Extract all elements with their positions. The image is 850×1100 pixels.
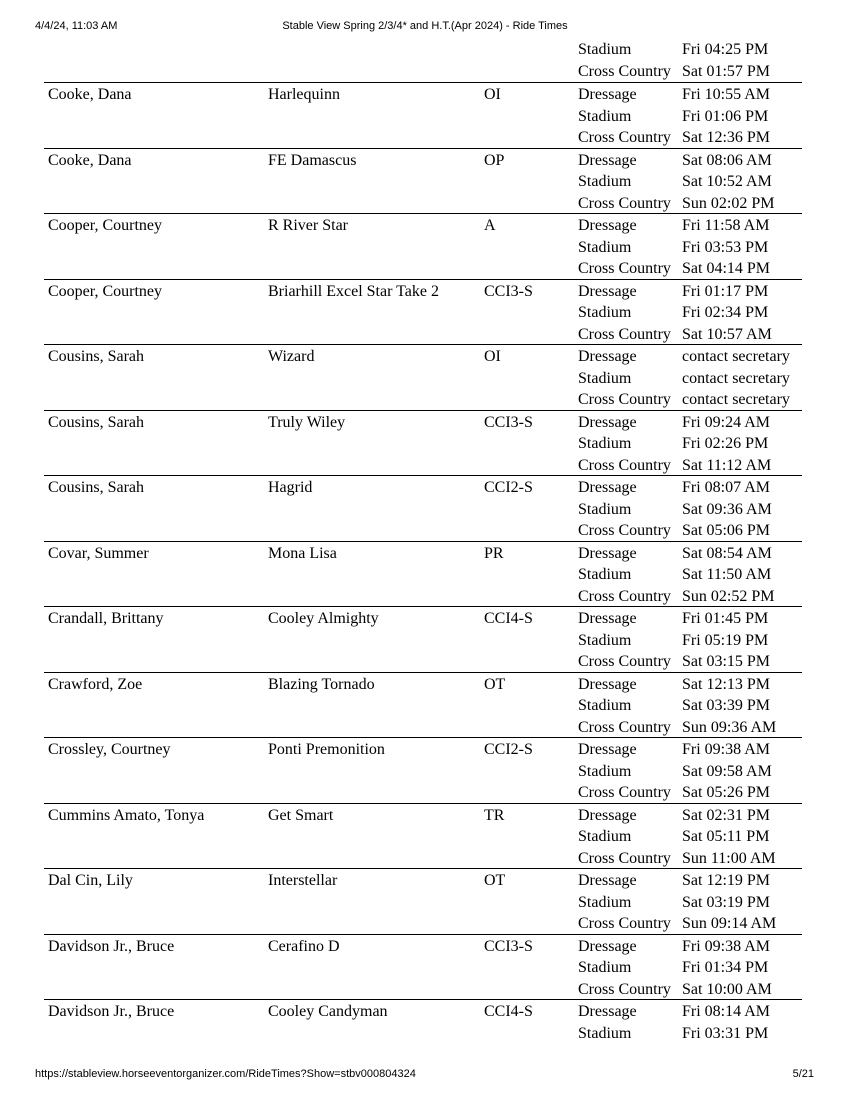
rider-name: Cooper, Courtney <box>48 282 163 300</box>
table-row <box>44 607 802 673</box>
table-row <box>44 345 802 411</box>
ride-time: Sat 04:14 PM <box>682 260 771 278</box>
phase-name: Dressage <box>578 217 637 234</box>
phase-name: Dressage <box>578 675 637 693</box>
phase-name: Stadium <box>578 173 632 191</box>
horse-name: R River Star <box>268 217 348 234</box>
print-datetime: 4/4/24, 11:03 AM <box>35 20 118 32</box>
ride-time: Sat 11:50 AM <box>682 566 772 584</box>
time-column <box>682 805 776 870</box>
phase-column <box>578 39 671 82</box>
phase-name: Cross Country <box>578 915 671 933</box>
division: A <box>484 217 496 234</box>
rider-name: Crandall, Brittany <box>48 610 164 627</box>
phase-name: Stadium <box>578 369 632 387</box>
phase-column <box>578 1001 637 1044</box>
ride-time: Fri 05:19 PM <box>682 631 769 649</box>
page-number: 5/21 <box>792 1068 814 1080</box>
rider-name: Dal Cin, Lily <box>48 872 133 889</box>
table-row <box>44 935 802 1001</box>
rider-name: Cooke, Dana <box>48 86 132 103</box>
division: CCI4-S <box>484 610 533 627</box>
division: OP <box>484 151 505 169</box>
ride-time: Fri 01:17 PM <box>682 282 769 300</box>
ride-time: Sun 11:00 AM <box>682 849 776 867</box>
phase-name: Cross Country <box>578 194 671 212</box>
rider-name: Crossley, Courtney <box>48 741 171 758</box>
horse-name: Hagrid <box>268 479 313 496</box>
division: PR <box>484 544 504 562</box>
phase-name: Cross Country <box>578 391 671 409</box>
phase-name: Dressage <box>578 413 637 431</box>
division: OT <box>484 872 506 889</box>
table-row <box>44 1000 802 1044</box>
phase-name: Cross Country <box>578 325 671 343</box>
horse-name: Get Smart <box>268 806 334 824</box>
phase-column <box>578 346 671 411</box>
phase-name: Cross Country <box>578 784 671 802</box>
continuation-row <box>44 38 802 83</box>
phase-name: Stadium <box>578 1024 632 1042</box>
phase-name: Dressage <box>578 479 637 496</box>
phase-name: Stadium <box>578 828 632 846</box>
ride-time: Fri 03:53 PM <box>682 238 769 256</box>
phase-name: Dressage <box>578 806 637 824</box>
division: CCI2-S <box>484 479 533 496</box>
page-url[interactable]: https://stableview.horseeventorganizer.com/RideTimes?Show=stbv000804324 <box>35 1068 416 1080</box>
phase-name: Dressage <box>578 872 637 889</box>
phase-name: Dressage <box>578 610 637 627</box>
time-column <box>682 674 776 739</box>
ride-time: Sun 09:36 AM <box>682 718 777 736</box>
phase-name: Dressage <box>578 151 637 169</box>
division: OT <box>484 675 506 693</box>
table-row <box>44 738 802 804</box>
ride-time: Sat 12:36 PM <box>682 129 771 147</box>
ride-time: Sat 03:39 PM <box>682 697 771 715</box>
ride-time: Sat 05:11 PM <box>682 828 770 846</box>
table-row <box>44 411 802 477</box>
phase-name: Cross Country <box>578 522 671 540</box>
rider-name: Cousins, Sarah <box>48 479 144 496</box>
time-column <box>682 412 771 477</box>
time-column <box>682 39 770 82</box>
phase-name: Dressage <box>578 348 637 365</box>
ride-time: Fri 09:38 AM <box>682 937 771 955</box>
time-column <box>682 1001 770 1044</box>
ride-time: Sat 09:58 AM <box>682 762 772 780</box>
phase-name: Stadium <box>578 304 632 322</box>
ride-time: Sat 10:00 AM <box>682 980 772 998</box>
ride-time: Sat 02:31 PM <box>682 806 771 824</box>
ride-time: Fri 02:34 PM <box>682 304 769 322</box>
horse-name: Cooley Candyman <box>268 1003 388 1020</box>
time-column <box>682 739 772 804</box>
ride-time: Fri 02:26 PM <box>682 435 769 453</box>
table-row <box>44 869 802 935</box>
rider-name: Davidson Jr., Bruce <box>48 1003 175 1020</box>
rider-name: Crawford, Zoe <box>48 675 143 693</box>
rider-name: Cooper, Courtney <box>48 217 163 234</box>
phase-name: Cross Country <box>578 849 671 867</box>
table-row <box>44 673 802 739</box>
ride-time: Sat 08:06 AM <box>682 151 772 169</box>
division: CCI3-S <box>484 413 533 431</box>
phase-name: Stadium <box>578 435 632 453</box>
rider-name: Covar, Summer <box>48 544 149 562</box>
phase-column <box>578 477 671 542</box>
rider-name: Davidson Jr., Bruce <box>48 937 175 955</box>
phase-column <box>578 412 671 477</box>
phase-name: Stadium <box>578 500 632 518</box>
phase-column <box>578 739 671 804</box>
phase-name: Cross Country <box>578 980 671 998</box>
ride-time: Sat 03:15 PM <box>682 653 771 671</box>
phase-column <box>578 805 671 870</box>
ride-time: Fri 09:38 AM <box>682 741 771 758</box>
ride-time: Fri 09:24 AM <box>682 413 771 431</box>
ride-time: Sun 02:02 PM <box>682 194 775 212</box>
ride-time: Sun 09:14 AM <box>682 915 777 933</box>
ride-time: Fri 01:06 PM <box>682 107 769 125</box>
phase-name: Dressage <box>578 937 637 955</box>
ride-time: Fri 03:31 PM <box>682 1024 769 1042</box>
ride-time: Fri 01:34 PM <box>682 959 769 977</box>
time-column <box>682 608 770 673</box>
ride-time: Sun 02:52 PM <box>682 587 775 605</box>
division: CCI3-S <box>484 282 533 300</box>
ride-time: contact secretary <box>682 391 790 409</box>
phase-name: Cross Country <box>578 456 671 474</box>
time-column <box>682 346 790 411</box>
division: TR <box>484 806 505 824</box>
ride-time: Sat 05:06 PM <box>682 522 771 540</box>
phase-name: Stadium <box>578 238 632 256</box>
time-column <box>682 215 770 280</box>
phase-name: Stadium <box>578 41 632 58</box>
horse-name: Truly Wiley <box>268 413 346 431</box>
table-row <box>44 149 802 215</box>
division: CCI2-S <box>484 741 533 758</box>
phase-name: Cross Country <box>578 718 671 736</box>
ride-time: Sat 05:26 PM <box>682 784 771 802</box>
table-row <box>44 804 802 870</box>
rider-name: Cousins, Sarah <box>48 348 144 365</box>
horse-name: Ponti Premonition <box>268 741 385 758</box>
table-row <box>44 542 802 608</box>
ride-time: Sat 11:12 AM <box>682 456 772 474</box>
phase-name: Cross Country <box>578 62 671 80</box>
time-column <box>682 870 776 935</box>
ride-time: Sat 12:19 PM <box>682 872 771 889</box>
phase-column <box>578 608 671 673</box>
phase-name: Cross Country <box>578 260 671 278</box>
phase-name: Stadium <box>578 107 632 125</box>
rider-name: Cooke, Dana <box>48 151 132 169</box>
time-column <box>682 281 772 346</box>
phase-column <box>578 84 671 149</box>
phase-name: Dressage <box>578 1003 637 1020</box>
phase-name: Dressage <box>578 282 637 300</box>
division: OI <box>484 348 501 365</box>
phase-name: Cross Country <box>578 129 671 147</box>
horse-name: FE Damascus <box>268 151 357 169</box>
ride-time: Sat 12:13 PM <box>682 675 771 693</box>
horse-name: Briarhill Excel Star Take 2 <box>268 282 439 300</box>
horse-name: Harlequinn <box>268 86 340 103</box>
phase-name: Stadium <box>578 566 632 584</box>
ride-time: Sat 08:54 AM <box>682 544 772 562</box>
horse-name: Blazing Tornado <box>268 675 375 693</box>
ride-time: Sat 03:19 PM <box>682 893 771 911</box>
phase-name: Stadium <box>578 697 632 715</box>
horse-name: Interstellar <box>268 872 338 889</box>
ride-time: contact secretary <box>682 369 790 387</box>
table-row <box>44 214 802 280</box>
ride-time: Sat 01:57 PM <box>682 62 771 80</box>
table-row <box>44 83 802 149</box>
ride-time: Fri 04:25 PM <box>682 41 769 58</box>
phase-name: Cross Country <box>578 587 671 605</box>
time-column <box>682 150 774 215</box>
horse-name: Mona Lisa <box>268 544 337 562</box>
ride-times-table <box>44 38 802 1044</box>
phase-column <box>578 936 671 1001</box>
horse-name: Wizard <box>268 348 315 365</box>
phase-name: Dressage <box>578 544 637 562</box>
ride-time: Fri 08:07 AM <box>682 479 771 496</box>
rider-name: Cummins Amato, Tonya <box>48 806 205 824</box>
phase-column <box>578 215 671 280</box>
horse-name: Cooley Almighty <box>268 610 379 627</box>
time-column <box>682 543 774 608</box>
phase-column <box>578 281 671 346</box>
phase-name: Stadium <box>578 959 632 977</box>
page-title: Stable View Spring 2/3/4* and H.T.(Apr 2024) - Ride Times <box>282 20 568 32</box>
phase-column <box>578 543 671 608</box>
time-column <box>682 477 772 542</box>
rider-name: Cousins, Sarah <box>48 413 144 431</box>
division: CCI4-S <box>484 1003 533 1020</box>
ride-time: Fri 01:45 PM <box>682 610 769 627</box>
phase-name: Stadium <box>578 631 632 649</box>
ride-time: contact secretary <box>682 348 790 365</box>
phase-name: Stadium <box>578 893 632 911</box>
phase-column <box>578 870 671 935</box>
table-row <box>44 280 802 346</box>
phase-name: Dressage <box>578 86 637 103</box>
phase-column <box>578 150 671 215</box>
time-column <box>682 936 772 1001</box>
division: OI <box>484 86 501 103</box>
phase-name: Dressage <box>578 741 637 758</box>
ride-time: Fri 08:14 AM <box>682 1003 771 1020</box>
horse-name: Cerafino D <box>268 937 340 955</box>
phase-name: Cross Country <box>578 653 671 671</box>
ride-time: Fri 11:58 AM <box>682 217 770 234</box>
division: CCI3-S <box>484 937 533 955</box>
ride-time: Sat 10:57 AM <box>682 325 772 343</box>
ride-time: Sat 10:52 AM <box>682 173 772 191</box>
ride-time: Sat 09:36 AM <box>682 500 772 518</box>
phase-name: Stadium <box>578 762 632 780</box>
time-column <box>682 84 770 149</box>
phase-column <box>578 674 671 739</box>
table-row <box>44 476 802 542</box>
ride-time: Fri 10:55 AM <box>682 86 771 103</box>
